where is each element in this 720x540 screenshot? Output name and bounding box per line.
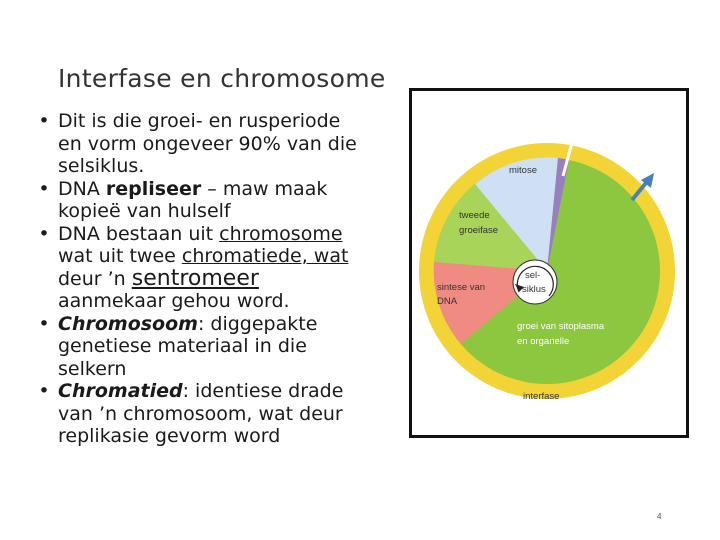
bullet-dot: • <box>38 177 50 200</box>
bullet-text: aanmekaar gehou word. <box>58 290 290 312</box>
label-interfase: interfase <box>523 391 560 402</box>
bullet-dna-replication <box>30 178 360 223</box>
bullet-text: DNA bestaan uit <box>58 222 220 245</box>
term-sentromeer: sentromeer <box>131 265 259 291</box>
bullet-text: DNA <box>58 177 106 200</box>
bullet-text: wat uit twee <box>58 245 182 267</box>
label-groeifase: groeifase <box>459 225 499 236</box>
label-mitose: mitose <box>509 165 537 176</box>
label-selverdeling: (selverdeling) <box>554 111 612 122</box>
term-chromatied: Chromatied <box>58 380 183 402</box>
label-sel: sel- <box>525 270 541 281</box>
bullet-dna-chromosomes <box>30 223 360 313</box>
diagram-caption: Die fases van die selsiklus <box>465 413 595 425</box>
term-repliseer: repliseer <box>105 177 202 200</box>
bullet-text: – maw maak kopieë van hulself <box>58 177 328 222</box>
cell-cycle-diagram <box>409 88 689 438</box>
label-siklus: siklus <box>522 284 546 295</box>
bullet-growth-period <box>30 110 360 178</box>
label-tweede: tweede <box>459 210 490 221</box>
bullet-text: : identiese drade van ’n chromosoom, wat deur replikasie gevorm word <box>58 380 344 447</box>
bullet-text: deur ’n <box>58 267 132 290</box>
bullet-dot: • <box>38 110 50 132</box>
bullet-list <box>30 110 360 448</box>
label-volg-mitose: volg mitose <box>554 127 603 138</box>
label-organelle: en organelle <box>517 336 570 347</box>
bullet-text: : diggepakte genetiese materiaal in die selkern <box>58 312 318 380</box>
label-dna: DNA <box>437 296 458 307</box>
bullet-chromosoom-definition <box>30 313 360 381</box>
term-chromatiede: chromatiede, wat <box>181 245 349 267</box>
term-chromosome: chromosome <box>219 222 343 245</box>
term-chromosoom: Chromosoom <box>58 312 198 335</box>
bullet-chromatied-definition <box>30 380 360 448</box>
slide-title: Interfase en chromosome <box>58 64 386 93</box>
label-sitokinese: sitokinese <box>554 95 597 106</box>
label-sintese: sintese van <box>437 282 486 293</box>
bullet-dot: • <box>38 380 50 402</box>
label-groei-sitoplasma: groei van sitoplasma <box>517 321 605 332</box>
page-number: 4 <box>657 512 662 521</box>
bullet-dot: • <box>38 222 50 245</box>
bullet-dot: • <box>38 312 50 335</box>
bullet-text: Dit is die groei- en rusperiode en vorm ongeveer 90% van die selsiklus. <box>58 110 357 177</box>
